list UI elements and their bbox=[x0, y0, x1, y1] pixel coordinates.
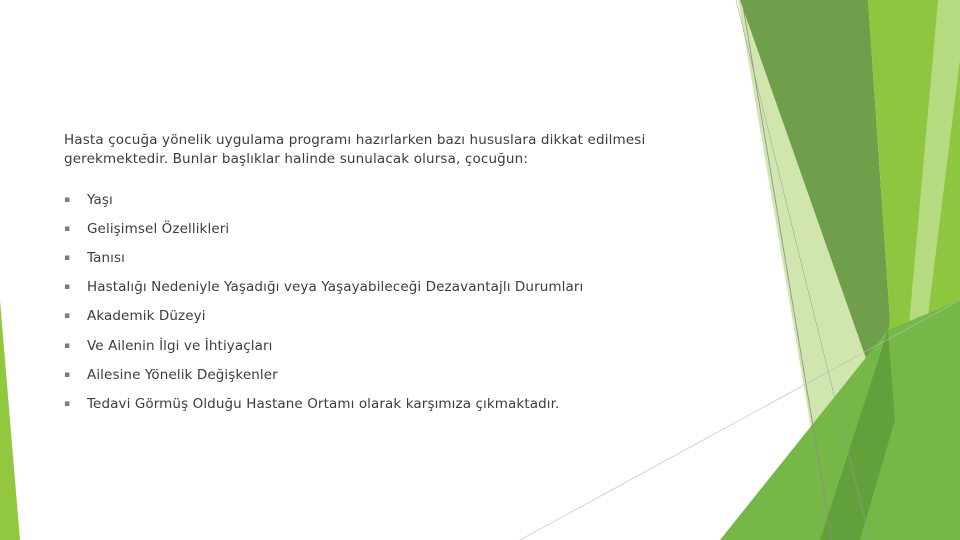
bullet-icon: ▪ bbox=[64, 340, 71, 351]
bullet-list bbox=[64, 185, 724, 419]
list-item bbox=[64, 214, 724, 243]
list-item-label: Yaşı bbox=[87, 191, 113, 208]
bullet-icon: ▪ bbox=[64, 398, 71, 409]
list-item-label: Ailesine Yönelik Değişkenler bbox=[87, 366, 278, 383]
bullet-icon: ▪ bbox=[64, 223, 71, 234]
bullet-icon: ▪ bbox=[64, 369, 71, 380]
bullet-icon: ▪ bbox=[64, 282, 71, 293]
intro-paragraph: Hasta çocuğa yönelik uygulama programı hazırlarken bazı hususlara dikkat edilmesi gerekmektedir. Bunlar başlıklar halinde sunulacak olursa, çocuğun: bbox=[64, 132, 646, 167]
left-edge-stripe bbox=[0, 300, 20, 540]
bullet-icon: ▪ bbox=[64, 252, 71, 263]
list-item bbox=[64, 243, 724, 272]
list-item bbox=[64, 389, 724, 418]
list-item-label: Hastalığı Nedeniyle Yaşadığı veya Yaşayabileceği Dezavantajlı Durumları bbox=[87, 279, 584, 296]
list-item-label: Gelişimsel Özellikleri bbox=[87, 220, 230, 237]
list-item bbox=[64, 273, 724, 302]
bullet-icon: ▪ bbox=[64, 311, 71, 322]
list-item-label: Akademik Düzeyi bbox=[87, 308, 206, 325]
slide-content bbox=[64, 131, 724, 419]
list-item bbox=[64, 302, 724, 331]
bullet-icon: ▪ bbox=[64, 194, 71, 205]
list-item bbox=[64, 185, 724, 214]
list-item-label: Ve Ailenin İlgi ve İhtiyaçları bbox=[87, 337, 273, 354]
list-item bbox=[64, 360, 724, 389]
list-item bbox=[64, 331, 724, 360]
list-item-label: Tanısı bbox=[87, 249, 125, 266]
list-item-label: Tedavi Görmüş Olduğu Hastane Ortamı olarak karşımıza çıkmaktadır. bbox=[87, 395, 560, 412]
